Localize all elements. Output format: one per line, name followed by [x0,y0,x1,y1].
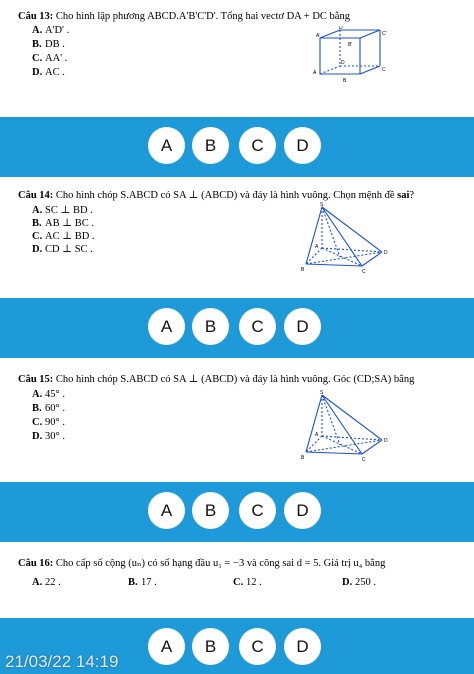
option-letter: A. [32,205,43,216]
question-number: Câu 15: [18,374,54,385]
option-letter: B. [32,39,42,50]
answer-d-button[interactable]: D [284,492,321,529]
option-c [233,577,262,590]
answer-a-button[interactable]: A [148,492,185,529]
option-text: SC ⊥ BD . [45,205,93,216]
cube-label: A' [316,33,321,39]
option-d [342,577,376,590]
answer-b-button[interactable]: B [192,492,229,529]
option-letter: A. [32,389,43,400]
option-letter: B. [32,403,42,414]
cube-label: B [343,78,347,84]
answer-bar-15 [0,482,474,542]
option-letter: B. [128,577,138,588]
option-text: AA' . [45,53,68,64]
question-14-text [18,190,414,203]
cube-label: A [313,70,317,76]
pyramid-label: B [301,267,305,273]
pyramid-figure [300,202,392,274]
answer-d-button[interactable]: D [284,127,321,164]
pyramid-label: A [315,244,319,250]
option-text: 90° . [45,417,65,428]
pyramid-label: A [315,432,319,438]
question-number: Câu 14: [18,190,54,201]
option-text: 17 . [141,577,157,588]
answer-d-button[interactable]: D [284,308,321,345]
option-b [32,218,94,231]
question-stem: Cho hình chóp S.ABCD có SA ⊥ (ABCD) và đáy là hình vuông. Góc (CD;SA) bằng [53,374,415,385]
pyramid-label: S [320,202,324,208]
option-letter: C. [32,53,43,64]
option-text: CD ⊥ SC . [45,244,93,255]
option-letter: D. [32,244,43,255]
option-b [128,577,157,590]
question-15-text [18,374,414,387]
answer-bar-13 [0,117,474,177]
option-a [32,577,61,590]
option-a [32,205,93,218]
cube-label: C [382,67,386,73]
answer-c-button[interactable]: C [239,628,276,665]
option-letter: D. [32,431,43,442]
answer-c-button[interactable]: C [239,127,276,164]
option-a [32,25,69,38]
pyramid-label: B [301,455,305,461]
pyramid-label: S [320,390,324,396]
option-text: 30° . [45,431,65,442]
option-text: 60° . [45,403,65,414]
timestamp: 21/03/22 14:19 [5,652,119,671]
pyramid-figure [300,390,392,462]
cube-label: B' [348,42,353,48]
answer-b-button[interactable]: B [192,628,229,665]
question-16-text [18,558,385,571]
question-number: Câu 13: [18,11,54,22]
question-emphasis: sai [397,190,410,201]
option-text: A'D' . [45,25,70,36]
question-stem: Cho cấp số cộng (uₙ) có số hạng đầu u₁ = −3 và công sai d = 5. Giá trị u₄ bằng [53,558,386,569]
pyramid-label: D [384,250,388,256]
option-text: 22 . [45,577,61,588]
option-c [32,53,67,66]
question-stem: Cho hình chóp S.ABCD có SA ⊥ (ABCD) và đáy là hình vuông. Chọn mệnh đề [53,190,398,201]
option-d [32,244,93,257]
question-number: Câu 16: [18,558,54,569]
option-a [32,389,65,402]
cube-figure [308,26,398,84]
option-text: AC . [45,67,65,78]
pyramid-label: C [362,269,366,274]
option-text: AB ⊥ BC . [45,218,94,229]
question-stem: Cho hình lập phương ABCD.A'B'C'D'. Tổng hai vectơ DA + DC bằng [53,11,350,22]
pyramid-label: D [384,438,388,444]
question-tail: ? [409,190,415,201]
answer-a-button[interactable]: A [148,628,185,665]
answer-a-button[interactable]: A [148,127,185,164]
option-letter: B. [32,218,42,229]
option-letter: A. [32,25,43,36]
cube-label: D [341,60,345,66]
option-b [32,403,65,416]
option-letter: C. [32,231,43,242]
option-letter: C. [32,417,43,428]
option-text: 12 . [246,577,262,588]
option-letter: D. [342,577,353,588]
option-text: DB . [45,39,65,50]
option-b [32,39,65,52]
option-d [32,431,65,444]
answer-bar-14 [0,298,474,358]
answer-c-button[interactable]: C [239,492,276,529]
answer-b-button[interactable]: B [192,127,229,164]
option-text: 250 . [355,577,376,588]
pyramid-label: C [362,457,366,462]
option-letter: A. [32,577,43,588]
answer-c-button[interactable]: C [239,308,276,345]
question-13-text [18,11,350,24]
answer-d-button[interactable]: D [284,628,321,665]
option-d [32,67,65,80]
option-c [32,231,95,244]
answer-b-button[interactable]: B [192,308,229,345]
answer-a-button[interactable]: A [148,308,185,345]
cube-label: D' [339,26,344,31]
cube-label: C' [382,31,387,37]
option-letter: D. [32,67,43,78]
option-letter: C. [233,577,244,588]
option-text: AC ⊥ BD . [45,231,95,242]
option-c [32,417,65,430]
option-text: 45° . [45,389,65,400]
